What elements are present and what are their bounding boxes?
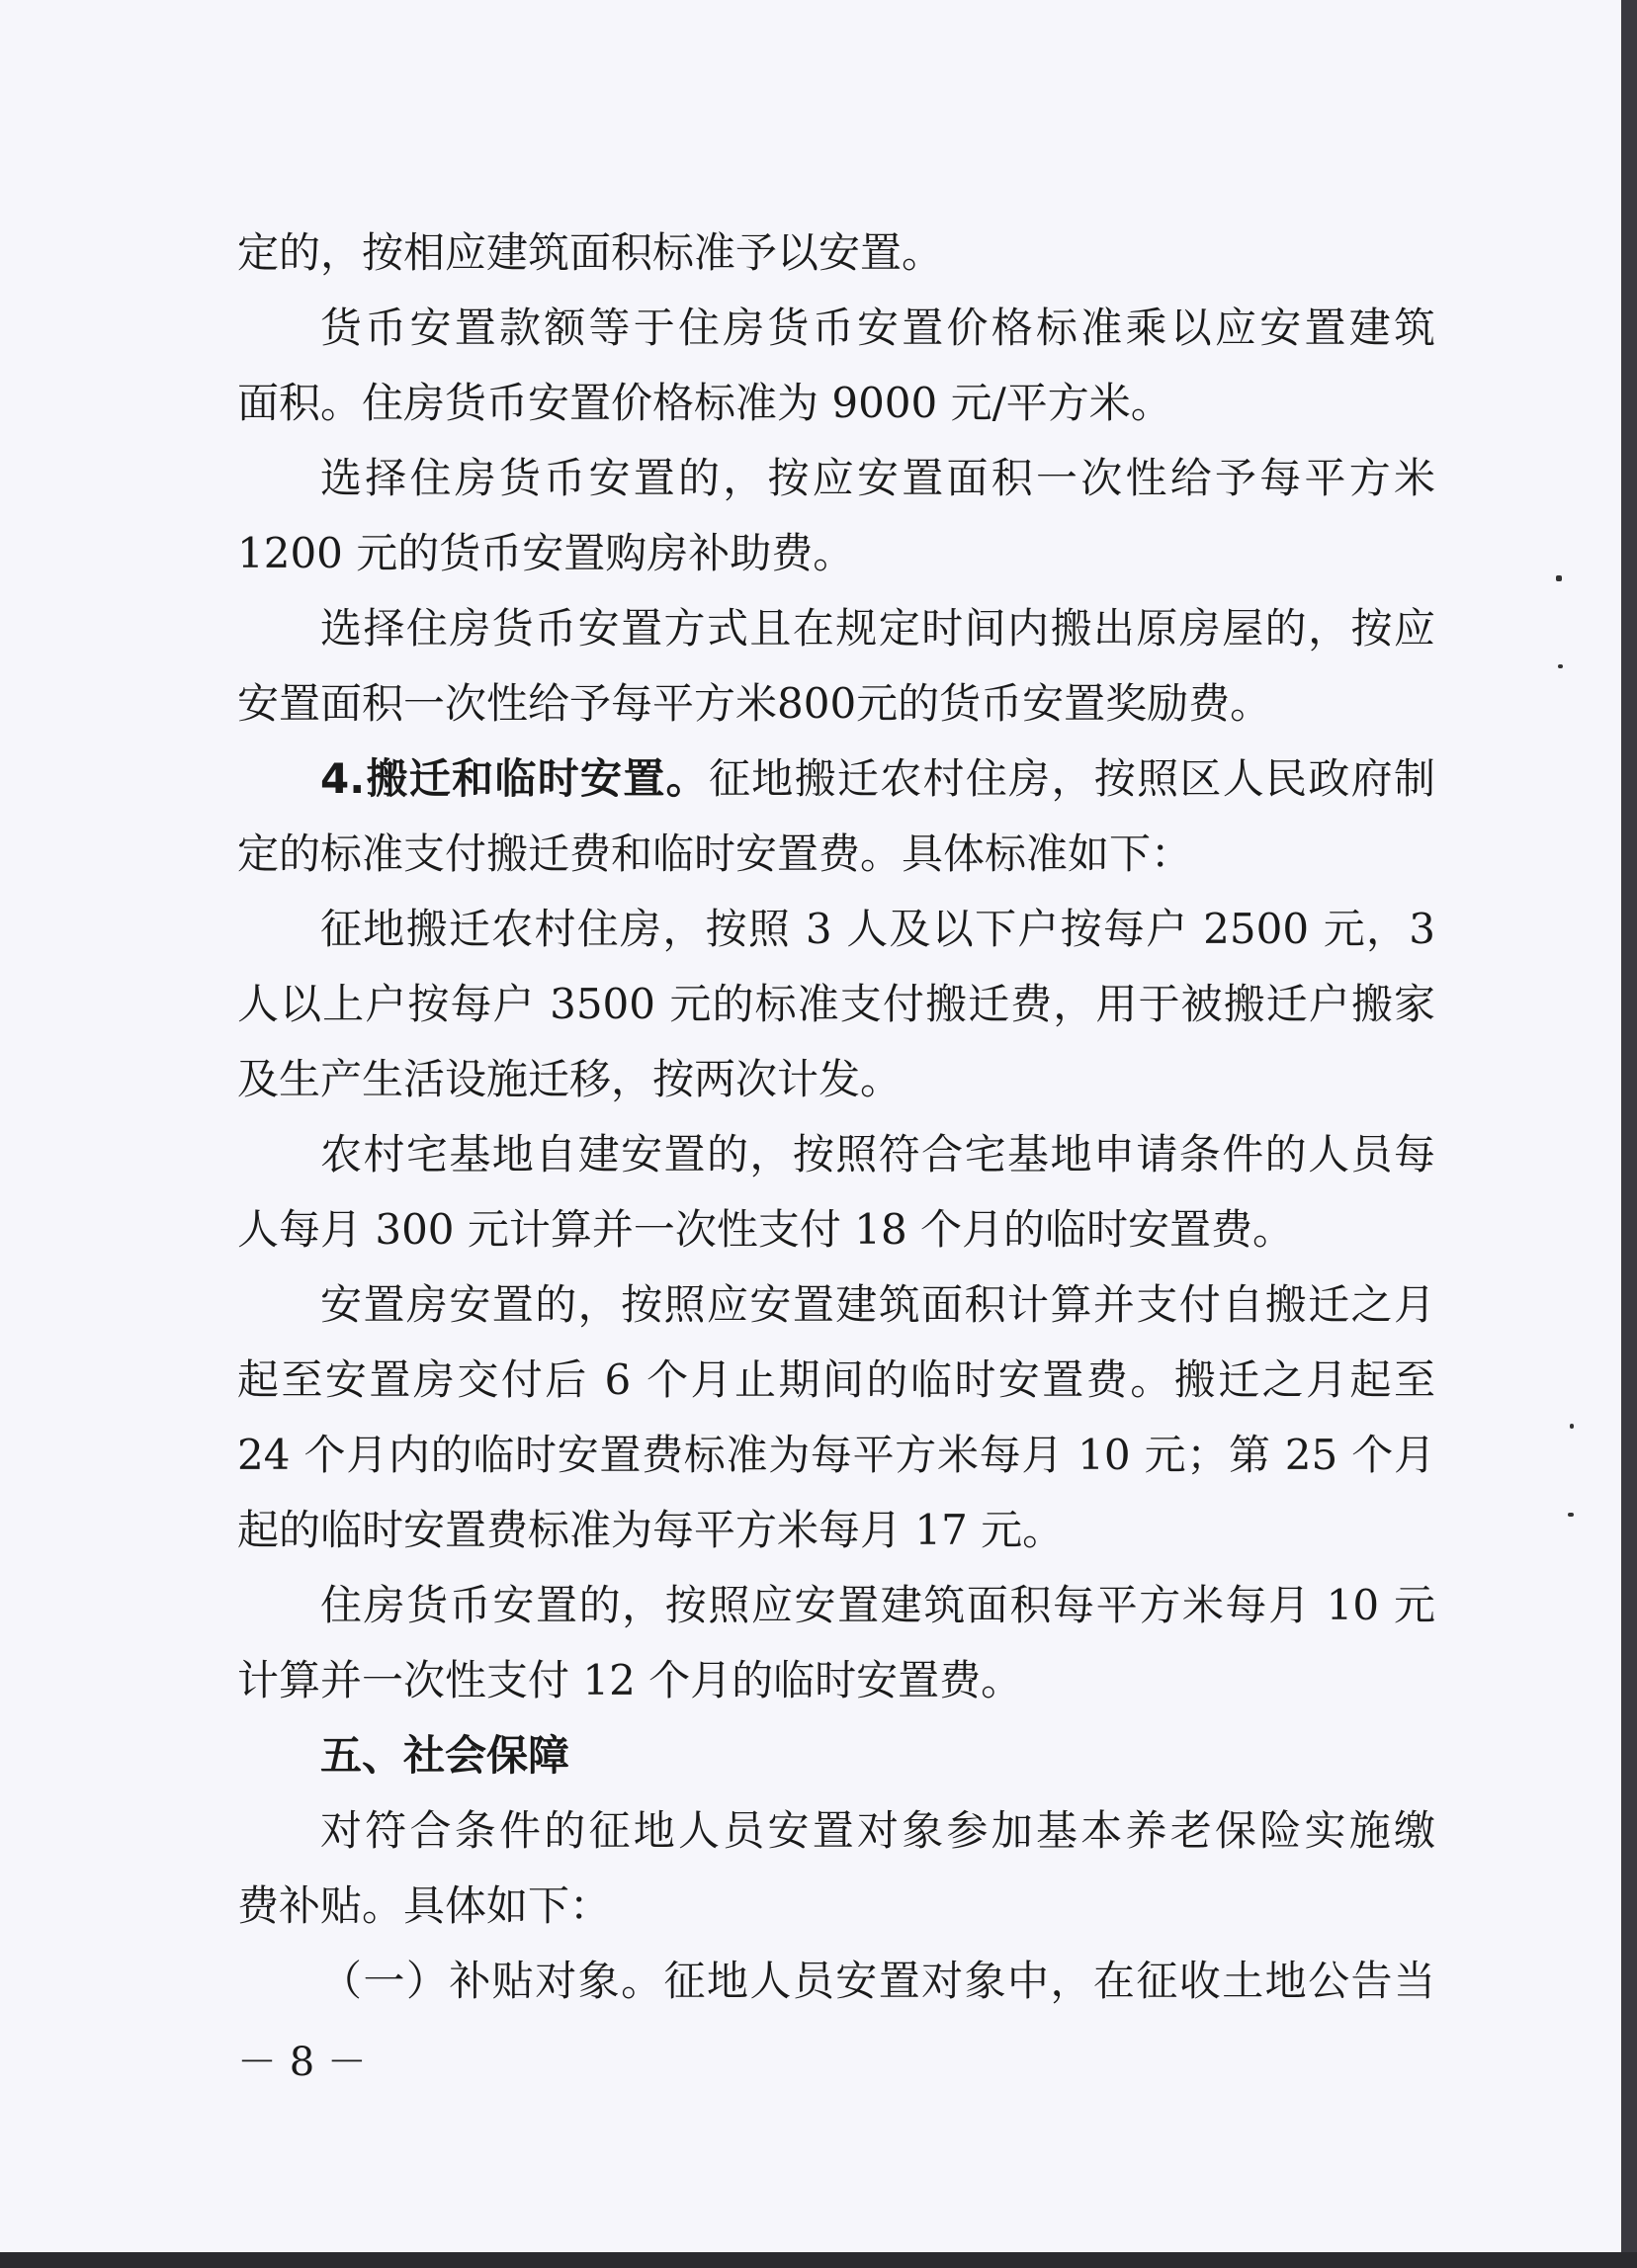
line-text: 住房货币安置的，按照应安置建筑面积每平方米每月 10 元: [320, 1581, 1435, 1629]
text-line: [237, 1493, 1435, 1568]
line-text: 起的临时安置费标准为每平方米每月 17 元。: [237, 1506, 1065, 1554]
text-line: [237, 1192, 1435, 1267]
line-text: 选择住房货币安置的，按应安置面积一次性给予每平方米: [320, 454, 1435, 502]
text-line: [237, 1042, 1435, 1117]
line-text: 征地搬迁农村住房，按照 3 人及以下户按每户 2500 元，3: [320, 905, 1435, 953]
text-line: [237, 1568, 1435, 1643]
text-line: [237, 1418, 1435, 1493]
line-text: 农村宅基地自建安置的，按照符合宅基地申请条件的人员每: [320, 1130, 1435, 1178]
text-line: [237, 892, 1435, 967]
scan-edge-right: [1621, 0, 1637, 2268]
text-line: [237, 741, 1435, 817]
line-text: 货币安置款额等于住房货币安置价格标准乘以应安置建筑: [320, 304, 1435, 352]
text-line: [237, 666, 1435, 741]
page-number: － 8 －: [237, 2040, 367, 2085]
line-text: 定的标准支付搬迁费和临时安置费。具体标准如下：: [237, 829, 1193, 878]
scan-speck: [1568, 1513, 1574, 1517]
line-text: 1200 元的货币安置购房补助费。: [237, 529, 855, 577]
text-line: [237, 1793, 1435, 1869]
text-line: [237, 817, 1435, 892]
text-line: [237, 366, 1435, 441]
line-text: 安置面积一次性给予每平方米800元的货币安置奖励费。: [237, 679, 1272, 728]
line-text: 征地搬迁农村住房，按照区人民政府制: [709, 754, 1435, 803]
line-text: 人每月 300 元计算并一次性支付 18 个月的临时安置费。: [237, 1205, 1295, 1254]
bold-heading: 4.搬迁和临时安置。: [320, 754, 709, 803]
bold-heading: 五、社会保障: [320, 1731, 570, 1780]
scan-speck: [1556, 575, 1562, 581]
line-text: 及生产生活设施迁移，按两次计发。: [237, 1055, 903, 1103]
text-line: [237, 1643, 1435, 1718]
text-line: [237, 1267, 1435, 1343]
scan-speck: [1570, 1424, 1574, 1429]
text-line: [237, 1944, 1435, 2019]
document-body: [237, 216, 1435, 2019]
text-line: [237, 516, 1435, 591]
text-line: [237, 967, 1435, 1042]
text-line: [237, 1343, 1435, 1418]
text-line: [237, 441, 1435, 516]
line-text: 24 个月内的临时安置费标准为每平方米每月 10 元；第 25 个月: [237, 1431, 1435, 1479]
text-line: [237, 591, 1435, 666]
line-text: 选择住房货币安置方式且在规定时间内搬出原房屋的，按应: [320, 604, 1435, 653]
line-text: 安置房安置的，按照应安置建筑面积计算并支付自搬迁之月: [320, 1280, 1435, 1329]
line-text: 对符合条件的征地人员安置对象参加基本养老保险实施缴: [320, 1806, 1435, 1855]
line-text: （一）补贴对象。征地人员安置对象中，在征收土地公告当: [320, 1957, 1435, 2005]
line-text: 定的，按相应建筑面积标准予以安置。: [237, 228, 944, 277]
text-line: [237, 216, 1435, 291]
text-line: [237, 291, 1435, 366]
text-line: [237, 1869, 1435, 1944]
scan-edge-bottom: [0, 2252, 1637, 2268]
text-line: [237, 1718, 1435, 1793]
line-text: 费补贴。具体如下：: [237, 1881, 612, 1930]
scan-speck: [1558, 664, 1563, 668]
line-text: 面积。住房货币安置价格标准为 9000 元/平方米。: [237, 379, 1172, 427]
line-text: 人以上户按每户 3500 元的标准支付搬迁费，用于被搬迁户搬家: [237, 980, 1435, 1028]
line-text: 计算并一次性支付 12 个月的临时安置费。: [237, 1656, 1023, 1704]
text-line: [237, 1117, 1435, 1192]
line-text: 起至安置房交付后 6 个月止期间的临时安置费。搬迁之月起至: [237, 1355, 1435, 1404]
